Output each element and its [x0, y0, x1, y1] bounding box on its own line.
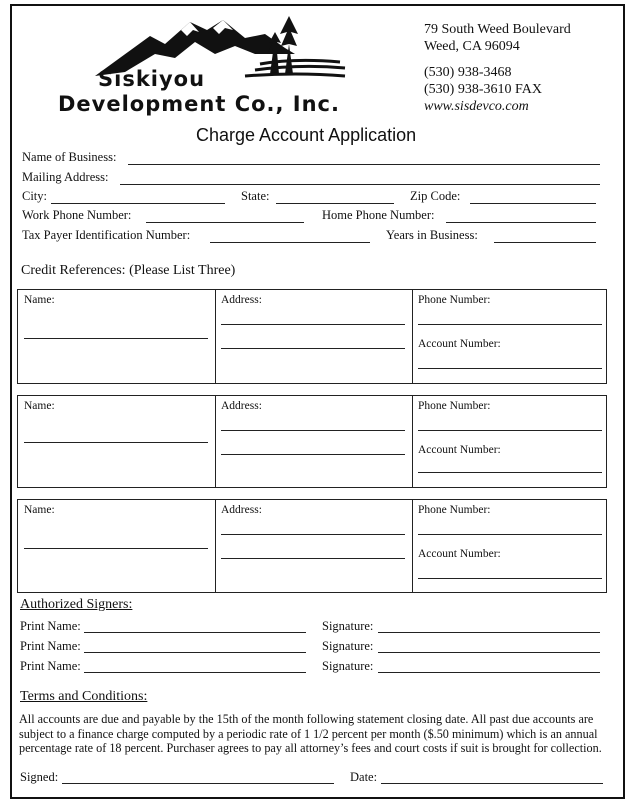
divider — [412, 396, 413, 487]
years-in-business-field[interactable] — [494, 242, 596, 243]
print-name-field[interactable] — [84, 672, 306, 673]
credit-reference-3 — [17, 499, 607, 593]
home-phone-label: Home Phone Number: — [322, 208, 435, 222]
ref-address-field[interactable] — [221, 324, 405, 325]
date-label: Date: — [350, 770, 378, 784]
print-name-label: Print Name: — [20, 659, 81, 673]
company-name-line2: Development Co., Inc. — [58, 92, 340, 116]
mailing-address-field[interactable] — [120, 184, 600, 185]
state-field[interactable] — [276, 203, 394, 204]
company-name-line1: Siskiyou — [98, 67, 206, 91]
ref-account-field[interactable] — [418, 368, 602, 369]
ref-name-label: Name: — [24, 294, 55, 306]
ref-phone-label: Phone Number: — [418, 400, 491, 412]
ref-name-label: Name: — [24, 504, 55, 516]
signature-label: Signature: — [322, 639, 374, 653]
credit-reference-2 — [17, 395, 607, 488]
company-fax: (530) 938-3610 FAX — [424, 82, 542, 97]
tax-id-field[interactable] — [210, 242, 370, 243]
business-name-label: Name of Business: — [22, 150, 117, 164]
city-label: City: — [22, 189, 48, 203]
mailing-address-label: Mailing Address: — [22, 170, 109, 184]
ref-name-field[interactable] — [24, 442, 208, 443]
city-field[interactable] — [51, 203, 225, 204]
print-name-label: Print Name: — [20, 639, 81, 653]
ref-name-field[interactable] — [24, 338, 208, 339]
ref-address-field-2[interactable] — [221, 454, 405, 455]
ref-account-label: Account Number: — [418, 338, 501, 350]
ref-account-field[interactable] — [418, 578, 602, 579]
company-phone: (530) 938-3468 — [424, 65, 512, 80]
ref-phone-field[interactable] — [418, 324, 602, 325]
divider — [412, 500, 413, 592]
ref-address-label: Address: — [221, 400, 262, 412]
home-phone-field[interactable] — [446, 222, 596, 223]
date-field[interactable] — [381, 783, 603, 784]
form-title: Charge Account Application — [196, 125, 417, 145]
signature-field[interactable] — [378, 652, 600, 653]
ref-phone-field[interactable] — [418, 534, 602, 535]
years-in-business-label: Years in Business: — [386, 228, 478, 242]
divider — [215, 500, 216, 592]
divider — [215, 396, 216, 487]
ref-address-label: Address: — [221, 294, 262, 306]
ref-account-label: Account Number: — [418, 444, 501, 456]
zip-label: Zip Code: — [410, 189, 461, 203]
zip-field[interactable] — [470, 203, 596, 204]
company-website: www.sisdevco.com — [424, 99, 529, 114]
signature-label: Signature: — [322, 659, 374, 673]
tax-id-label: Tax Payer Identification Number: — [22, 228, 191, 242]
ref-name-label: Name: — [24, 400, 55, 412]
terms-text: All accounts are due and payable by the 15th of the month following statement closing date. All past due accounts are subject to a finance charge computed by a periodic rate of 1 1/2 percent per month ($.50 minimum) which is an annual percentage rate of 18 percent. Purchaser agrees to pay all attorney’s fees and court costs if suit is brought for collection. — [19, 712, 602, 755]
divider — [215, 290, 216, 383]
ref-account-field[interactable] — [418, 472, 602, 473]
signed-field[interactable] — [62, 783, 334, 784]
signature-field[interactable] — [378, 632, 600, 633]
business-name-field[interactable] — [128, 164, 600, 165]
signature-label: Signature: — [322, 619, 374, 633]
authorized-signers-heading: Authorized Signers: — [20, 597, 133, 612]
divider — [412, 290, 413, 383]
print-name-field[interactable] — [84, 632, 306, 633]
work-phone-field[interactable] — [146, 222, 304, 223]
credit-references-heading: Credit References: (Please List Three) — [21, 263, 236, 278]
credit-reference-1 — [17, 289, 607, 384]
signed-label: Signed: — [20, 770, 59, 784]
company-address-2: Weed, CA 96094 — [424, 39, 520, 54]
ref-address-field[interactable] — [221, 534, 405, 535]
print-name-label: Print Name: — [20, 619, 81, 633]
ref-account-label: Account Number: — [418, 548, 501, 560]
terms-heading: Terms and Conditions: — [20, 689, 148, 704]
signature-field[interactable] — [378, 672, 600, 673]
ref-phone-field[interactable] — [418, 430, 602, 431]
print-name-field[interactable] — [84, 652, 306, 653]
state-label: State: — [241, 189, 270, 203]
ref-address-field-2[interactable] — [221, 348, 405, 349]
ref-name-field[interactable] — [24, 548, 208, 549]
ref-address-label: Address: — [221, 504, 262, 516]
ref-phone-label: Phone Number: — [418, 294, 491, 306]
work-phone-label: Work Phone Number: — [22, 208, 132, 222]
ref-address-field[interactable] — [221, 430, 405, 431]
ref-address-field-2[interactable] — [221, 558, 405, 559]
ref-phone-label: Phone Number: — [418, 504, 491, 516]
company-address-1: 79 South Weed Boulevard — [424, 22, 571, 37]
